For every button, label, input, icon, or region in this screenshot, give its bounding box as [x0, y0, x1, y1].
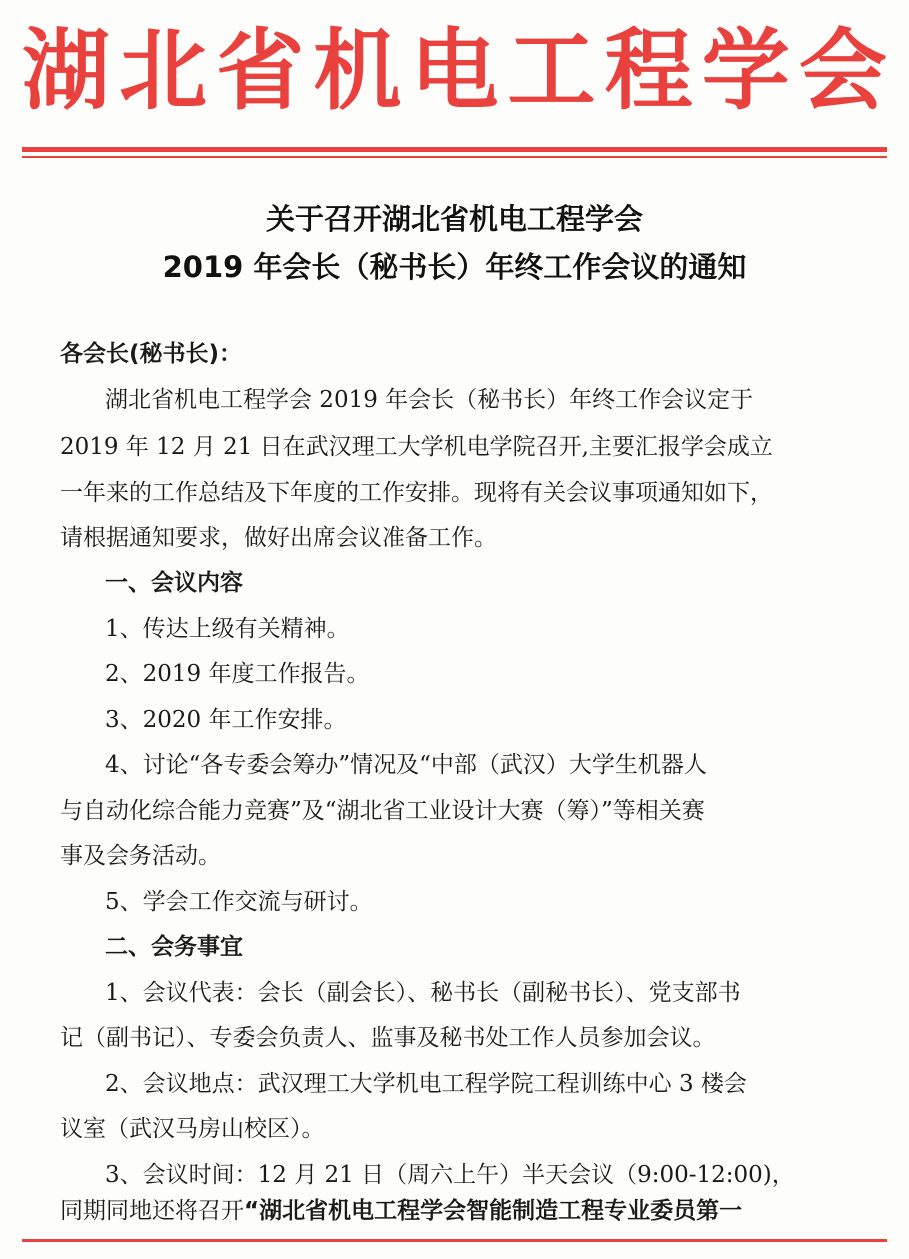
letterhead-char: 会 — [798, 19, 887, 122]
section-1-item-1: 1、传达上级有关精神。 — [105, 616, 350, 642]
letterhead-divider-thin — [22, 156, 887, 158]
letterhead-char: 北 — [119, 19, 208, 122]
intro-line-1: 湖北省机电工程学会 2019 年会长（秘书长）年终工作会议定于 — [105, 387, 754, 413]
intro-line-2: 2019 年 12 月 21 日在武汉理工大学机电学院召开,主要汇报学会成立 — [60, 434, 773, 460]
letterhead-char: 工 — [507, 19, 596, 122]
section-1-item-5: 5、学会工作交流与研讨。 — [105, 889, 373, 915]
letterhead-char: 省 — [216, 19, 305, 122]
section-2-heading: 二、会务事宜 — [105, 934, 243, 960]
section-2-item-2-line-2: 议室（武汉马房山校区）。 — [60, 1116, 325, 1142]
intro-line-3: 一年来的工作总结及下年度的工作安排。现将有关会议事项通知如下， — [60, 480, 773, 506]
salutation: 各会长(秘书长)： — [60, 341, 243, 367]
letterhead-divider-thick — [22, 147, 887, 152]
section-2-item-1-line-1: 1、会议代表：会长（副会长）、秘书长（副秘书长）、党支部书 — [105, 980, 741, 1006]
letterhead-char: 电 — [410, 19, 499, 122]
section-2-item-2-line-1: 2、会议地点：武汉理工大学机电工程学院工程训练中心 3 楼会 — [105, 1071, 747, 1097]
intro-line-4: 请根据通知要求，做好出席会议准备工作。 — [60, 525, 497, 551]
section-1-item-4-line-1: 4、讨论“各专委会筹办”情况及“中部（武汉）大学生机器人 — [105, 752, 707, 778]
document-title-line-2: 2019 年会长（秘书长）年终工作会议的通知 — [162, 250, 747, 284]
section-1-item-4-line-3: 事及会务活动。 — [60, 843, 221, 869]
letterhead-char: 学 — [701, 19, 790, 122]
section-2-item-3-line-2 — [60, 1196, 840, 1226]
letterhead-char: 程 — [604, 19, 693, 122]
document-title-line-1: 关于召开湖北省机电工程学会 — [265, 202, 643, 236]
letterhead-title — [22, 16, 887, 126]
letterhead-char: 机 — [313, 19, 402, 122]
letterhead-char: 湖 — [22, 19, 111, 122]
section-2-item-3-line-1: 3、会议时间：12 月 21 日（周六上午）半天会议（9:00-12:00)， — [105, 1162, 795, 1188]
section-2-item-3-line-2-bold: “湖北省机电工程学会智能制造工程专业委员第一 — [244, 1198, 743, 1224]
section-2-item-3-line-2-prefix: 同期同地还将召开 — [60, 1198, 244, 1224]
section-1-heading: 一、会议内容 — [105, 570, 243, 596]
section-1-item-2: 2、2019 年度工作报告。 — [105, 661, 370, 687]
section-1-item-3: 3、2020 年工作安排。 — [105, 707, 347, 733]
section-2-item-1-line-2: 记（副书记）、专委会负责人、监事及秘书处工作人员参加会议。 — [60, 1025, 716, 1051]
section-1-item-4-line-2: 与自动化综合能力竞赛”及“湖北省工业设计大赛（筹）”等相关赛 — [60, 798, 705, 824]
footer-divider — [22, 1239, 887, 1242]
